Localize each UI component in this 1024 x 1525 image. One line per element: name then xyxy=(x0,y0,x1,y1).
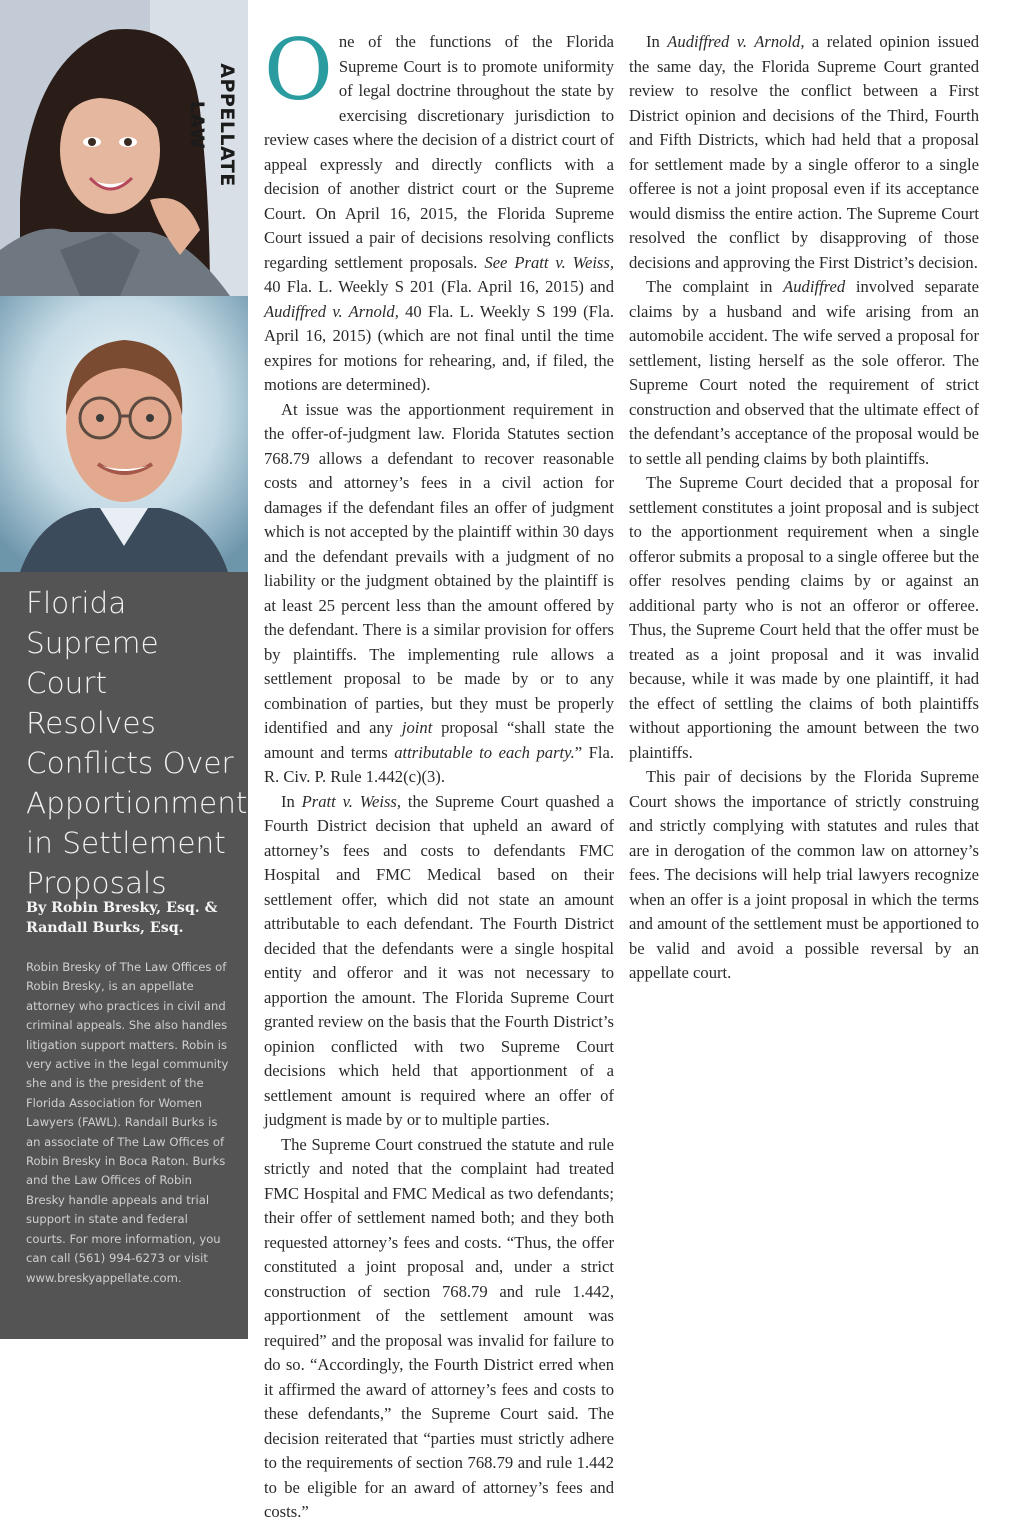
article-headline: Florida Supreme Court Resolves Conflicts Over Apportionment in Settlement Proposals xyxy=(26,586,248,900)
case-citation: Audiffred xyxy=(783,277,846,296)
text-run: involved separate claims by a husband and wife arising from an automobile accident. The wife served a proposal for settlement, listing herself as the sole offeror. The Supreme Court noted the requirement of strict construction and observed that the ultimate effect of the defendant’s acceptance of the proposal would be to settle all pending claims by both plaintiffs. xyxy=(629,277,979,468)
text-run: a related opinion issued the same day, the Florida Supreme Court granted review to resolve the conflict between a First District opinion and decisions of the Third, Fourth and Fifth Districts, which had held that a proposal for settlement made by a single offeror to a single offeree is not a joint proposal even if its acceptance would dismiss the entire action. The Supreme Court resolved the conflict by disapproving of those decisions and approving the First District’s decision. xyxy=(629,32,979,272)
text-run: At issue was the apportionment requirement in the offer-of-judgment law. Florida Statutes section 768.79 allows a defendant to recover reasonable costs and attorney’s fees in a civil action for damages if the defendant files an offer of judgment which is not accepted by the plaintiff within 30 days and the defendant prevails with a judgment of no liability or the judgment obtained by the plaintiff is at least 25 percent less than the amount offered by the defendant. There is a similar provision for offers by plaintiffs. The implementing rule allows a settlement proposal to be made by or to any combination of parties, but they must be properly identified and any xyxy=(264,399,614,737)
text-run: the Supreme Court quashed a Fourth District decision that upheld an award of attorney’s fees and costs to defendants FMC Hospital and FMC Medical based on their settlement offer, which did not state an amount attributable to each defendant. The Fourth District decided that the defendants were a single hospital entity and offeror and it was not necessary to apportion the amount. The Florida Supreme Court granted review on the basis that the Fourth District’s opinion conflicted with two Supreme Court decisions which held that apportionment of a settlement amount is required where an offer of judgment is made by or to multiple parties. xyxy=(264,791,614,1129)
emphasis: attributable to each party. xyxy=(394,742,575,762)
drop-cap: O xyxy=(264,21,333,119)
section-label-text: APPELLATE LAW xyxy=(186,63,238,187)
article-column-1 xyxy=(264,21,615,1525)
article-column-2 xyxy=(629,30,979,986)
paragraph-6 xyxy=(629,275,979,471)
text-run: proposal “shall state the amount and terms xyxy=(264,718,614,762)
section-label xyxy=(186,40,242,210)
sidebar xyxy=(0,0,248,1339)
text-run: ne of the functions of the Florida Supreme Court is to promote uniformity of legal doctrine throughout the state by exercising discretionary jurisdiction to review cases where the decision of a district court of appeal expressly and directly conflicts with a decision of another district court or the Supreme Court. On April 16, 2015, the Florida Supreme Court issued a pair of decisions resolving conflicts regarding settlement proposals. xyxy=(264,32,614,272)
text-run: 40 Fla. L. Weekly S 201 (Fla. April 16, 2015) and xyxy=(264,277,614,296)
author-photo-randall-burks xyxy=(0,296,248,572)
paragraph-3 xyxy=(264,790,614,1133)
text-run: ” Fla. R. Civ. P. Rule 1.442(c)(3). xyxy=(264,742,615,786)
case-citation: Audiffred v. Arnold, xyxy=(264,301,399,321)
text-run: In xyxy=(646,32,668,51)
article-byline: By Robin Bresky, Esq. & Randall Burks, Esq. xyxy=(26,900,218,936)
case-citation: Audiffred v. Arnold, xyxy=(667,32,805,51)
paragraph-1 xyxy=(264,21,614,398)
author-bio: Robin Bresky of The Law Offices of Robin Bresky, is an appellate attorney who practices in civil and criminal appeals. She also handles litigation support matters. Robin is very active in the legal community she and is the president of the Florida Association for Women Lawyers (FAWL). Randall Burks is an associate of The Law Offices of Robin Bresky in Boca Raton. Burks and the Law Offices of Robin Bresky handle appeals and trial support in state and federal courts. For more information, you can call (561) 994-6273 or visit www.breskyappellate.com. xyxy=(26,960,229,1285)
text-run: 40 Fla. L. Weekly S 199 (Fla. April 16, 2015) (which are not final until the time expires for motions for rehearing, and, if filed, the motions are determined). xyxy=(264,301,614,394)
emphasis: joint xyxy=(401,718,433,737)
case-citation: See Pratt v. Weiss, xyxy=(484,252,614,272)
paragraph-4: The Supreme Court construed the statute and rule strictly and noted that the complaint had treated FMC Hospital and FMC Medical as two defendants; their offer of settlement named both; and they both requested attorney’s fees and costs. “Thus, the offer constituted a joint proposal and, under a strict construction of section 768.79 and rule 1.442, apportionment of the settlement amount was required” and the proposal was invalid for failure to do so. “Accordingly, the Fourth District erred when it affirmed the award of attorney’s fees and costs to these defendants,” the Supreme Court said. The decision reiterated that “parties must strictly adhere to the requirements of section 768.79 and rule 1.442 to be eligible for an award of attorney’s fees and costs.” xyxy=(264,1134,614,1521)
paragraph-7: The Supreme Court decided that a proposal for settlement constitutes a joint proposal and is subject to the apportionment requirement when a single offeror submits a proposal to a single offeree but the offer resolves pending claims by or against an additional party who is not an offeror or offeree. Thus, the Supreme Court held that the offer must be treated as a joint proposal and it was invalid because, while it was made by one plaintiff, it had the effect of settling the claims of both plaintiffs without apportioning the amount between the two plaintiffs. xyxy=(629,473,979,762)
text-run: The complaint in xyxy=(646,277,784,296)
case-citation: Pratt v. Weiss, xyxy=(301,791,402,811)
paragraph-8: This pair of decisions by the Florida Supreme Court shows the importance of strictly construing and strictly complying with statutes and rules that are in derogation of the common law on attorney’s fees. The decisions will help trial lawyers recognize when an offer is a joint proposal in which the terms and amount of the settlement must be apportioned to be valid and avoid a possible reversal by an appellate court. xyxy=(629,767,979,982)
paragraph-5 xyxy=(629,30,979,275)
text-run: In xyxy=(281,791,302,811)
paragraph-2 xyxy=(264,398,614,790)
